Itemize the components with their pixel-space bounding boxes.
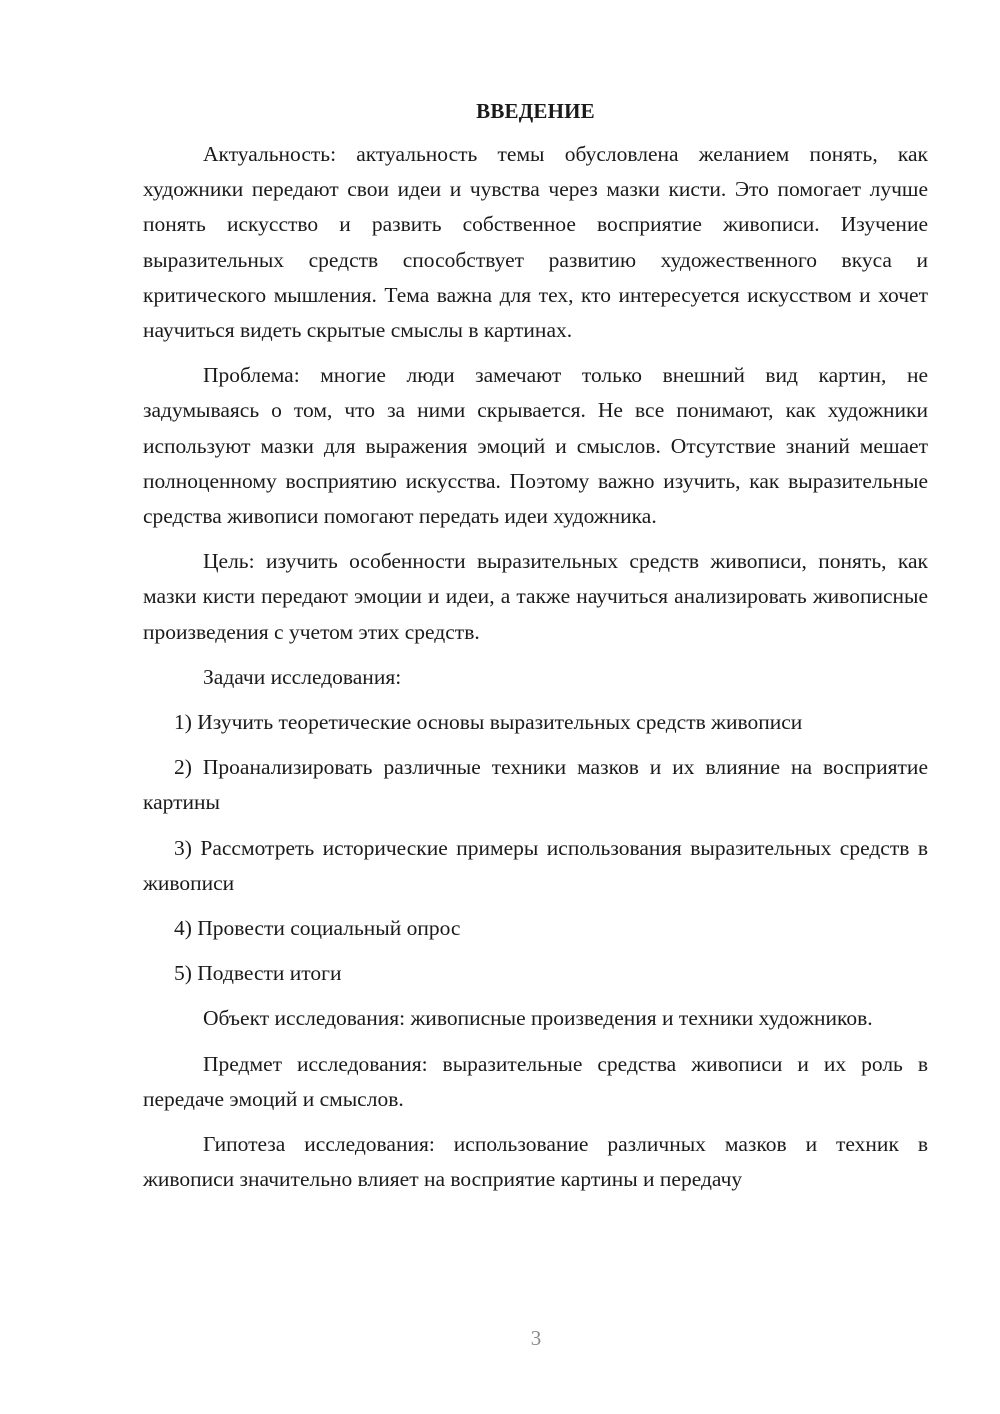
task-item-1: 1) Изучить теоретические основы выразительных средств живописи (174, 710, 803, 735)
task-item-2: 2) Проанализировать различные техники мазков и их влияние на восприятие картины (143, 755, 928, 815)
task-item-4: 4) Провести социальный опрос (174, 916, 461, 941)
problem-paragraph: Проблема: многие люди замечают только внешний вид картин, не задумываясь о том, что за ними скрывается. Не все понимают, как художники используют мазки для выражения эмоций и смыслов. Отсутствие знаний мешает полноценному восприятию искусства. Поэтому важно изучить, как выразительные средства живописи помогают передать идеи художника. (143, 363, 928, 529)
document-page (143, 94, 928, 1197)
object-paragraph: Объект исследования: живописные произведения и техники художников. (203, 1006, 873, 1031)
hypothesis-paragraph: Гипотеза исследования: использование различных мазков и техник в живописи значительно влияет на восприятие картины и передачу (143, 1132, 928, 1192)
relevance-paragraph: Актуальность: актуальность темы обусловлена желанием понять, как художники передают свои идеи и чувства через мазки кисти. Это помогает лучше понять искусство и развить собственное восприятие живописи. Изучение выразительных средств способствует развитию художественного вкуса и критического мышления. Тема важна для тех, кто интересуется искусством и хочет научиться видеть скрытые смыслы в картинах. (143, 142, 928, 343)
task-item-5: 5) Подвести итоги (174, 961, 342, 986)
subject-paragraph: Предмет исследования: выразительные средства живописи и их роль в передаче эмоций и смыслов. (143, 1051, 928, 1111)
tasks-heading: Задачи исследования: (203, 664, 402, 689)
page-number: 3 (530, 1326, 542, 1350)
goal-paragraph: Цель: изучить особенности выразительных средств живописи, понять, как мазки кисти передают эмоции и идеи, а также научиться анализировать живописные произведения с учетом этих средств. (143, 549, 928, 644)
section-title: ВВЕДЕНИЕ (476, 99, 595, 123)
task-item-3: 3) Рассмотреть исторические примеры использования выразительных средств в живописи (143, 835, 928, 895)
